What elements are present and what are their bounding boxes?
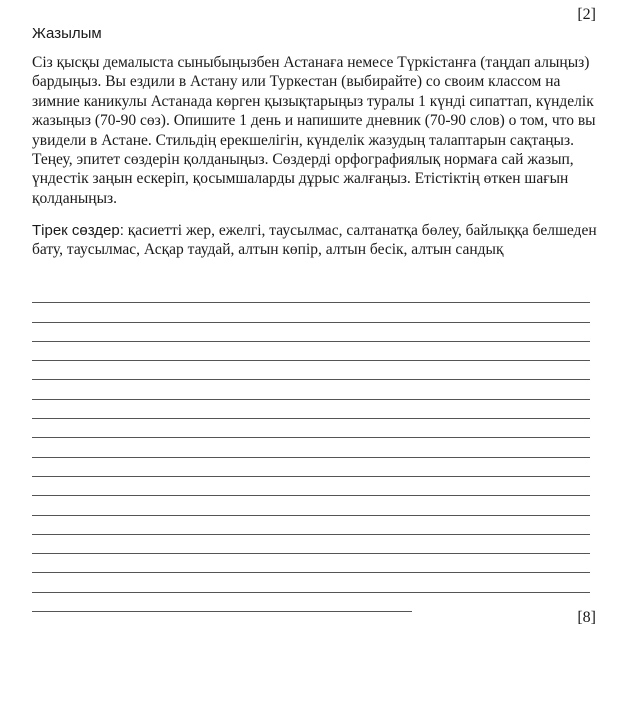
answer-lines[interactable] (32, 284, 590, 612)
answer-line[interactable] (32, 477, 590, 496)
answer-line[interactable] (32, 419, 590, 438)
answer-line[interactable] (32, 361, 590, 380)
answer-line[interactable] (32, 380, 590, 399)
answer-line[interactable] (32, 516, 590, 535)
support-words (32, 221, 600, 260)
answer-line[interactable] (32, 554, 590, 573)
answer-line[interactable] (32, 303, 590, 322)
section-title: Жазылым (32, 25, 102, 42)
answer-line[interactable] (32, 342, 590, 361)
support-words-label: Тірек сөздер: (32, 222, 124, 239)
answer-line[interactable] (32, 496, 590, 515)
score-top: [2] (577, 6, 596, 23)
task-instructions: Сіз қысқы демалыста сыныбыңызбен Астанаға немесе Түркістанға (таңдап алыңыз) бардыңыз. Вы ездили в Астану или Туркестан (выбирайте) со своим классом на зимние каникулы Астанада көрген қызықтарыңыз туралы 1 күнді сипаттап, күнделік жазыңыз (70-90 сөз). Опишите 1 день и напишите дневник (70-90 слов) о том, что вы увидели в Астане. Стильдің ерекшелігін, күнделік жазудың талаптарын сақтаңыз. Теңеу, эпитет сөздерін қолданыңыз. Сөздерді орфографиялық нормаға сай жазып, үндестік заңын ескеріп, қосымшаларды дұрыс жалғаңыз. Етістіктің өткен шағын қолданыңыз. (32, 54, 596, 207)
answer-line[interactable] (32, 438, 590, 457)
answer-line-short[interactable] (32, 593, 412, 612)
support-words-text: қасиетті жер, ежелгі, таусылмас, салтанатқа бөлеу, байлыққа белшеден бату, таусылмас, Асқар таудай, алтын көпір, алтын бесік, алтын сандық (32, 222, 597, 259)
answer-line[interactable] (32, 535, 590, 554)
answer-line[interactable] (32, 573, 590, 592)
answer-line[interactable] (32, 400, 590, 419)
answer-line[interactable] (32, 323, 590, 342)
answer-line[interactable] (32, 284, 590, 303)
answer-line[interactable] (32, 458, 590, 477)
score-bottom: [8] (577, 609, 596, 626)
